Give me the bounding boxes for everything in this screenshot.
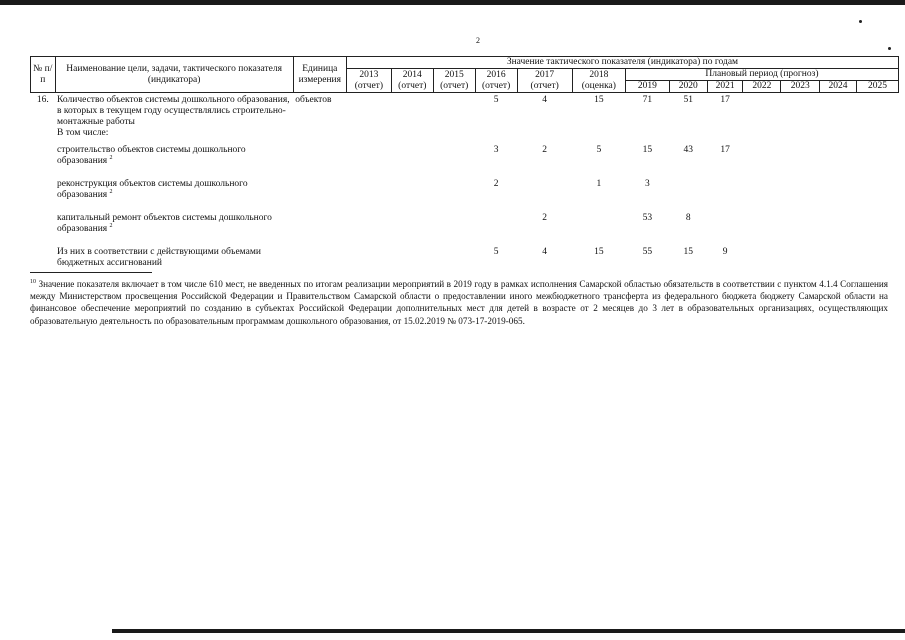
unit-cell bbox=[293, 167, 346, 201]
year-status: (отчет) bbox=[530, 80, 559, 91]
value-cell bbox=[707, 201, 743, 235]
year-status: (отчет) bbox=[398, 80, 427, 91]
year-header bbox=[572, 69, 625, 93]
value-cell: 3 bbox=[493, 145, 499, 155]
footnote-reference: 2 bbox=[109, 154, 113, 161]
value-cell bbox=[743, 93, 781, 129]
indicator-name-text: капитальный ремонт объектов системы дошкольного образования bbox=[57, 213, 272, 234]
value-cell bbox=[669, 128, 707, 139]
value-cell bbox=[781, 93, 820, 129]
value-cell bbox=[391, 93, 433, 129]
value-cell bbox=[820, 128, 857, 139]
value-cell: 5 bbox=[596, 145, 602, 155]
value-cell bbox=[707, 167, 743, 201]
value-cell: 2 bbox=[542, 213, 548, 223]
value-cell: 5 bbox=[493, 247, 499, 257]
value-cell bbox=[346, 167, 391, 201]
value-cell bbox=[820, 167, 857, 201]
indicator-name-text: В том числе: bbox=[57, 128, 109, 138]
indicator-name-text: Из них в соответствии с действующими объемами бюджетных ассигнований bbox=[57, 247, 261, 268]
year-status: (оценка) bbox=[581, 80, 616, 91]
table-body bbox=[31, 93, 899, 270]
value-cell bbox=[781, 201, 820, 235]
value-cell bbox=[346, 139, 391, 167]
value-cell bbox=[856, 201, 898, 235]
value-cell bbox=[669, 167, 707, 201]
value-cell bbox=[391, 201, 433, 235]
footnote-text: Значение показателя включает в том числе 610 мест, не введенных по итогам реализации мероприятий в 2019 году в рамках исполнения Самарской областью обязательств в соответствии с пунктом 4.1.4 Соглашения между Министерством просвещения Российской Федерации и Правительством Самарской области о предоставлении иного межбюджетного трансферта из федерального бюджета бюджету Самарской области на финансовое обеспечение мероприятий по созданию в субъектах Российской Федерации дополнительных мест для детей в возрасте от 2 месяцев до 3 лет в образовательных организациях, осуществляющих образовательную деятельность по образовательным программам дошкольного образования, от 15.02.2019 № 073-17-2019-065. bbox=[30, 279, 888, 326]
value-cell bbox=[820, 139, 857, 167]
row-number bbox=[31, 201, 56, 235]
year-status: (отчет) bbox=[354, 80, 383, 91]
year-header bbox=[433, 69, 475, 93]
year-status: (отчет) bbox=[481, 80, 511, 91]
row-number bbox=[31, 128, 56, 139]
indicator-name-text: реконструкция объектов системы дошкольного образования bbox=[57, 179, 248, 200]
value-cell bbox=[856, 167, 898, 201]
plan-year-header: 2020 bbox=[669, 81, 707, 93]
table-row bbox=[31, 128, 899, 139]
value-cell: 5 bbox=[493, 95, 499, 105]
value-cell: 71 bbox=[642, 95, 653, 105]
value-cell: 8 bbox=[685, 213, 691, 223]
value-cell bbox=[743, 128, 781, 139]
plan-period-header: Плановый период (прогноз) bbox=[625, 69, 898, 81]
value-cell: 17 bbox=[720, 145, 730, 155]
value-cell bbox=[743, 201, 781, 235]
value-cell: 4 bbox=[542, 247, 548, 257]
indicator-name-text: Количество объектов системы дошкольного образования, в которых в текущем году осуществлялись строительно-монтажные работы bbox=[57, 95, 290, 127]
value-cell: 3 bbox=[645, 179, 650, 189]
value-cell bbox=[572, 201, 625, 235]
plan-year-header: 2021 bbox=[707, 81, 743, 93]
table-row bbox=[31, 201, 899, 235]
year-label: 2016 bbox=[486, 69, 506, 80]
value-cell bbox=[346, 201, 391, 235]
plan-year-header: 2019 bbox=[625, 81, 669, 93]
value-cell bbox=[346, 235, 391, 269]
plan-year-header: 2025 bbox=[856, 81, 898, 93]
value-cell bbox=[475, 201, 517, 235]
year-label: 2017 bbox=[535, 69, 555, 80]
value-cell bbox=[781, 139, 820, 167]
value-cell: 15 bbox=[594, 247, 604, 257]
value-cell bbox=[433, 93, 475, 129]
unit-cell bbox=[293, 201, 346, 235]
col-number-header: № п/п bbox=[31, 57, 56, 93]
value-cell bbox=[433, 128, 475, 139]
values-group-header: Значение тактического показателя (индикатора) по годам bbox=[346, 57, 898, 69]
value-cell bbox=[517, 167, 572, 201]
value-cell bbox=[856, 93, 898, 129]
indicator-name bbox=[55, 167, 293, 201]
value-cell bbox=[707, 128, 743, 139]
year-label: 2013 bbox=[359, 69, 379, 80]
col-name-header: Наименование цели, задачи, тактического показателя (индикатора) bbox=[55, 57, 293, 93]
footnote bbox=[30, 278, 888, 327]
value-cell bbox=[391, 128, 433, 139]
row-number bbox=[31, 139, 56, 167]
row-number bbox=[31, 167, 56, 201]
plan-year-header: 2024 bbox=[820, 81, 857, 93]
unit-cell bbox=[293, 235, 346, 269]
value-cell: 4 bbox=[542, 95, 548, 105]
scan-top-edge bbox=[0, 0, 905, 5]
value-cell: 17 bbox=[720, 95, 730, 105]
value-cell: 15 bbox=[594, 95, 604, 105]
year-header bbox=[391, 69, 433, 93]
scan-bottom-edge bbox=[112, 629, 905, 633]
year-label: 2018 bbox=[589, 69, 609, 80]
row-number bbox=[31, 235, 56, 269]
value-cell bbox=[391, 235, 433, 269]
page-number: 2 bbox=[476, 36, 480, 45]
indicator-name-text: строительство объектов системы дошкольного образования bbox=[57, 145, 246, 166]
value-cell: 2 bbox=[542, 145, 548, 155]
table-header bbox=[31, 57, 899, 93]
value-cell: 9 bbox=[722, 247, 728, 257]
indicator-name bbox=[55, 235, 293, 269]
value-cell bbox=[625, 128, 669, 139]
value-cell: 2 bbox=[493, 179, 499, 189]
value-cell bbox=[517, 128, 572, 139]
value-cell bbox=[820, 201, 857, 235]
unit-cell: объектов bbox=[295, 95, 332, 105]
value-cell bbox=[433, 167, 475, 201]
col-unit-header: Единица измерения bbox=[293, 57, 346, 93]
year-label: 2015 bbox=[444, 69, 464, 80]
indicator-name bbox=[55, 139, 293, 167]
value-cell bbox=[346, 128, 391, 139]
value-cell bbox=[743, 139, 781, 167]
row-number: 16. bbox=[36, 95, 49, 105]
table-row bbox=[31, 167, 899, 201]
value-cell bbox=[433, 139, 475, 167]
value-cell: 55 bbox=[642, 247, 653, 257]
plan-year-header: 2023 bbox=[781, 81, 820, 93]
scan-speck bbox=[859, 20, 862, 23]
year-header bbox=[475, 69, 517, 93]
unit-cell bbox=[293, 128, 346, 139]
year-label: 2014 bbox=[402, 69, 422, 80]
value-cell bbox=[856, 235, 898, 269]
value-cell bbox=[475, 128, 517, 139]
indicator-name bbox=[55, 128, 293, 139]
year-header bbox=[517, 69, 572, 93]
indicator-table bbox=[30, 56, 899, 269]
footnote-marker: 10 bbox=[30, 278, 36, 285]
value-cell bbox=[781, 128, 820, 139]
value-cell: 1 bbox=[596, 179, 602, 189]
table-row bbox=[31, 235, 899, 269]
indicator-name bbox=[55, 201, 293, 235]
value-cell bbox=[820, 93, 857, 129]
value-cell: 15 bbox=[642, 145, 653, 155]
footnote-reference: 2 bbox=[109, 222, 113, 229]
footnote-reference: 2 bbox=[109, 188, 113, 195]
value-cell bbox=[856, 128, 898, 139]
value-cell bbox=[433, 235, 475, 269]
value-cell bbox=[743, 167, 781, 201]
indicator-name bbox=[55, 93, 293, 129]
footnote-separator bbox=[30, 272, 152, 273]
value-cell bbox=[433, 201, 475, 235]
scan-speck bbox=[888, 47, 891, 50]
value-cell bbox=[781, 235, 820, 269]
table-row bbox=[31, 93, 899, 129]
value-cell bbox=[743, 235, 781, 269]
value-cell bbox=[391, 167, 433, 201]
value-cell bbox=[391, 139, 433, 167]
plan-year-header: 2022 bbox=[743, 81, 781, 93]
value-cell: 43 bbox=[683, 145, 694, 155]
table-row bbox=[31, 139, 899, 167]
value-cell bbox=[572, 128, 625, 139]
value-cell bbox=[781, 167, 820, 201]
value-cell: 51 bbox=[683, 95, 694, 105]
unit-cell bbox=[293, 139, 346, 167]
value-cell bbox=[856, 139, 898, 167]
value-cell: 15 bbox=[683, 247, 694, 257]
year-header bbox=[346, 69, 391, 93]
value-cell bbox=[346, 93, 391, 129]
value-cell bbox=[820, 235, 857, 269]
year-status: (отчет) bbox=[440, 80, 469, 91]
value-cell: 53 bbox=[642, 213, 653, 223]
